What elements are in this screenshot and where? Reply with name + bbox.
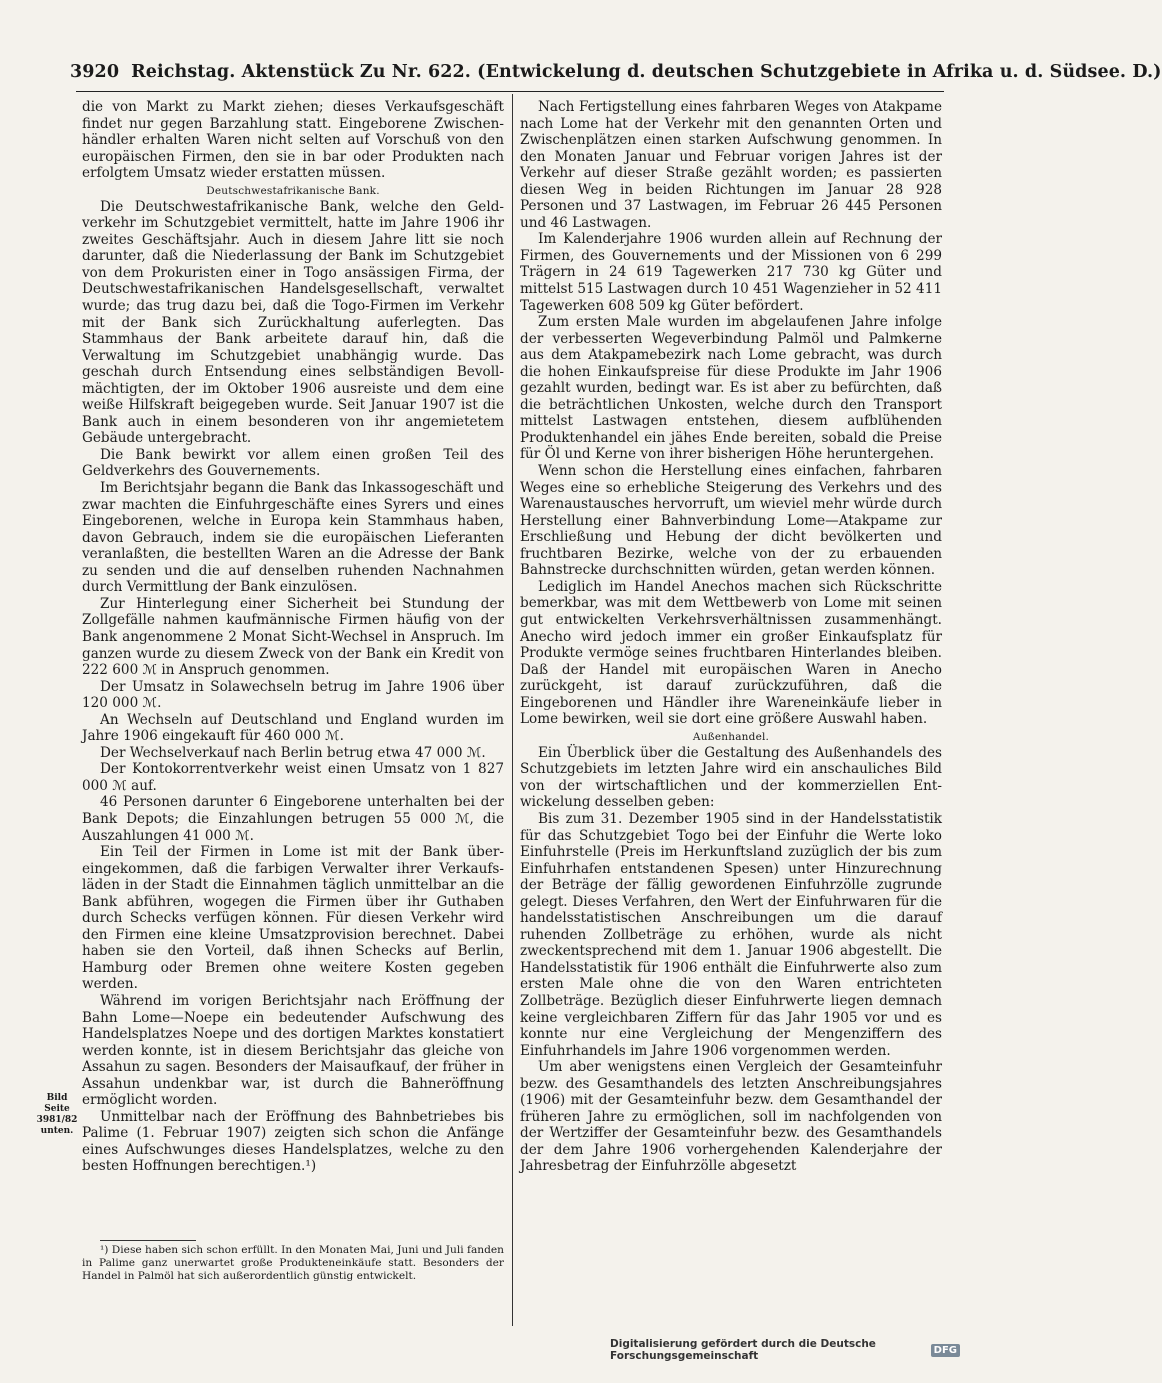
footnote-text: ¹) Diese haben sich schon erfüllt. In den Monaten Mai, Juni und Juli fanden in Palime ganz unerwartet große Produkteneinkäufe statt. Besonders der Handel in Palmöl hat sich außerordentlich günstig entwickelt. <box>82 1244 504 1283</box>
paragraph: Wenn schon die Herstellung eines einfachen, fahrbaren Weges eine so erhebliche Steigerung des Verkehrs und des Warenaustausches hervorruft, um wieviel mehr würde durch Herstellung einer Bahnverbindung Lome—Atakpame zur Erschließung und Hebung der dicht bevölkerten und fruchtbaren Bezirke, welche von der zu erbauenden Bahnstrecke durchschnitten würden, getan werden können. <box>520 463 942 579</box>
left-column <box>82 99 504 1175</box>
credit-text: Digitalisierung gefördert durch die Deutsche Forschungsgemeinschaft <box>610 1338 876 1362</box>
header-rule <box>76 91 944 92</box>
section-heading-bank: Deutschwestafrikanische Bank. <box>206 184 380 197</box>
digitization-credit <box>610 1340 960 1360</box>
marginal-note: Bild Seite 3981/82 unten. <box>36 1093 78 1136</box>
paragraph: Der Umsatz in Solawechseln betrug im Jahre 1906 über 120 000 ℳ. <box>82 678 504 712</box>
paragraph: Die Deutschwestafrikanische Bank, welche den Geldverkehr im Schutzgebiet vermittelt, hatte im Jahre 1906 ihr zweites Geschäftsjahr. Auch in diesem Jahre litt sie noch darunter, daß die Niederlassung der Bank im Schutzgebiet von dem Prokuristen einer in Togo ansässigen Firma, der Deutschwestafrikanischen Handelsgesellschaft, verwaltet wurde; das trug dazu bei, daß die Togo-Firmen im Verkehr mit der Bank sich Zurückhaltung auferlegten. Das Stammhaus der Bank arbeitete darauf hin, daß die Verwaltung im Schutzgebiet unabhängig wurde. Das geschah durch Entsendung eines selbständigen Bevollmächtigten, der im Oktober 1906 ausreiste und dem eine weiße Hilfskraft beigegeben wurde. Seit Januar 1907 ist die Bank auch in einem besonderen von ihr angemietetem Gebäude untergebracht. <box>82 198 504 447</box>
paragraph: Lediglich im Handel Anechos machen sich Rückschritte bemerkbar, was mit dem Wettbewerb von Lome mit seinen gut entwickelten Verkehrsverhältnissen zusammenhängt. Anecho wird jedoch immer ein großer Einkaufsplatz für Produkte vermöge seines fruchtbaren Hinterlandes bleiben. Daß der Handel mit europäischen Waren in Anecho zurückgeht, ist darauf zurückzuführen, daß die Eingeborenen und Händler ihre Wareneinkäufe lieber in Lome bewirken, weil sie dort eine größere Auswahl haben. <box>520 578 942 728</box>
column-divider <box>512 94 513 1326</box>
paragraph: Der Kontokorrentverkehr weist einen Umsatz von 1 827 000 ℳ auf. <box>82 761 504 794</box>
paragraph: Die Bank bewirkt vor allem einen großen Teil des Geldverkehrs des Gouvernements. <box>82 446 504 480</box>
paragraph: die von Markt zu Markt ziehen; dieses Verkaufsgeschäft findet nur gegen Barzahlung statt. Eingeborene Zwischenhändler erhalten Waren nicht selten auf Vorschuß von den europäischen Firmen, den sie in bar oder Produkten nach erfolgtem Umsatz wieder erstatten müssen. <box>82 99 504 182</box>
page-number: 3920 <box>70 62 120 82</box>
footnote-rule <box>100 1240 196 1241</box>
paragraph: Zum ersten Male wurden im abgelaufenen Jahre infolge der verbesserten Wegeverbindung Palmöl und Palmkerne aus dem Atakpamebezirk nach Lome gebracht, was durch die hohen Einkaufspreise für diese Produkte im Jahr 1906 gezahlt wurden, bedingt war. Es ist aber zu befürchten, daß die beträchtlichen Unkosten, welche durch den Transport mittelst Lastwagen entstehen, diesem aufblühenden Produktenhandel ein jähes Ende bereiten, sobald die Preise für Öl und Kerne von ihrer bisherigen Höhe heruntergehen. <box>520 314 942 463</box>
paragraph: Der Wechselverkauf nach Berlin betrug etwa 47 000 ℳ. <box>100 744 486 761</box>
paragraph: An Wechseln auf Deutschland und England wurden im Jahre 1906 eingekauft für 460 000 ℳ. <box>82 711 504 745</box>
paragraph: Um aber wenigstens einen Vergleich der Gesamteinfuhr bezw. des Gesamthandels des letzten Anschreibungsjahres (1906) mit der Gesamteinfuhr bezw. dem Gesamthandel der früheren Jahre zu ermöglichen, soll im nachfolgenden von der Wertziffer der Gesamteinfuhr bezw. des Gesamthandels der dem Jahre 1906 vorhergehenden Kalenderjahre der Jahresbetrag der Einfuhrzölle abgesetzt <box>520 1059 942 1175</box>
page-header <box>70 62 1162 88</box>
paragraph: Ein Teil der Firmen in Lome ist mit der Bank übereingekommen, daß die farbigen Verwalter ihrer Verkaufsläden in der Stadt die Einnahmen täglich unmittelbar an die Bank abführen, wogegen die Firmen über ihr Guthaben durch Schecks verfügen können. Für diesen Verkehr wird den Firmen eine kleine Umsatzprovision berechnet. Dabei haben sie den Vorteil, daß ihnen Schecks auf Berlin, Hamburg oder Bremen ohne weitere Kosten gegeben werden. <box>82 844 504 993</box>
right-column <box>520 99 942 1175</box>
paragraph: Ein Überblick über die Gestaltung des Außenhandels des Schutzgebiets im letzten Jahre wird ein anschauliches Bild von der wirtschaftlichen und der kommerziellen Entwickelung desselben geben: <box>520 744 942 811</box>
running-title: Reichstag. Aktenstück Zu Nr. 622. (Entwickelung d. deutschen Schutzgebiete in Afrika u. d. Südsee. D.) <box>131 62 1162 82</box>
paragraph: Bis zum 31. Dezember 1905 sind in der Handelsstatistik für das Schutzgebiet Togo bei der Einfuhr die Werte loko Einfuhrstelle (Preis im Herkunftsland zuzüglich der bis zum Einfuhrhafen entstandenen Spesen) unter Hinzurechnung der Beträge der fällig gewordenen Einfuhrzölle zugrunde gelegt. Dieses Verfahren, den Wert der Einfuhrwaren für die handelsstatistischen Anschreibungen um die darauf ruhenden Zollbeträge zu erhöhen, wurde als nicht zweckentsprechend mit dem 1. Januar 1906 abgestellt. Die Handelsstatistik für 1906 enthält die Einfuhrwerte also zum ersten Male ohne die von den Waren entrichteten Zollbeträge. Bezüglich dieser Einfuhrwerte liegen demnach keine vergleichbaren Ziffern für das Jahr 1905 vor und es konnte nur eine Vergleichung der Mengenziffern des Einfuhrhandels im Jahre 1906 vorgenommen werden. <box>520 810 942 1059</box>
paragraph: Unmittelbar nach der Eröffnung des Bahnbetriebes bis Palime (1. Februar 1907) zeigten sich schon die Anfänge eines Aufschwunges dieses Handelsplatzes, welche zu den besten Hoffnungen berechtigen.¹) <box>82 1108 504 1175</box>
paragraph: 46 Personen darunter 6 Eingeborene unterhalten bei der Bank Depots; die Einzahlungen betrugen 55 000 ℳ, die Auszahlungen 41 000 ℳ. <box>82 794 504 844</box>
paragraph: Nach Fertigstellung eines fahrbaren Weges von Atakpame nach Lome hat der Verkehr mit den genannten Orten und Zwischenplätzen einen starken Aufschwung genommen. In den Monaten Januar und Februar vorigen Jahres ist der Verkehr auf dieser Straße gezählt worden; es passierten diesen Weg in beiden Richtungen im Januar 28 928 Personen und 37 Lastwagen, im Februar 26 445 Personen und 46 Lastwagen. <box>520 99 942 231</box>
footnote <box>82 1244 504 1284</box>
paragraph: Im Berichtsjahr begann die Bank das Inkassogeschäft und zwar machten die Einfuhrgeschäfte eines Syrers und eines Eingeborenen, welche in Europa kein Stammhaus haben, davon Gebrauch, indem sie die europäischen Lieferanten veranlaßten, die bestellten Waren an die Adresse der Bank zu senden und die auf denselben ruhenden Nachnahmen durch Vermittlung der Bank einzulösen. <box>82 480 504 596</box>
paragraph: Im Kalenderjahre 1906 wurden allein auf Rechnung der Firmen, des Gouvernements und der Missionen von 6 299 Trägern in 24 619 Tagewerken 217 730 kg Güter und mittelst 515 Lastwagen durch 10 451 Wagenzieher in 52 411 Tagewerken 608 509 kg Güter befördert. <box>520 231 942 314</box>
paragraph: Zur Hinterlegung einer Sicherheit bei Stundung der Zollgefälle nahmen kaufmännische Firmen häufig von der Bank angenommene 2 Monat Sicht-Wechsel in Anspruch. Im ganzen wurde zu diesem Zweck von der Bank ein Kredit von 222 600 ℳ in Anspruch genommen. <box>82 595 504 679</box>
dfg-logo-icon: DFG <box>931 1344 960 1357</box>
section-heading-aussenhandel: Außenhandel. <box>692 730 770 743</box>
paragraph: Während im vorigen Berichtsjahr nach Eröffnung der Bahn Lome—Noepe ein bedeutender Aufschwung des Handelsplatzes Noepe und des dortigen Marktes konstatiert werden konnte, ist in diesem Berichtsjahr das gleiche von Assahun zu sagen. Besonders der Maisaufkauf, der früher in Assahun undenkbar war, ist durch die Bahneröffnung ermöglicht worden. <box>82 992 504 1109</box>
